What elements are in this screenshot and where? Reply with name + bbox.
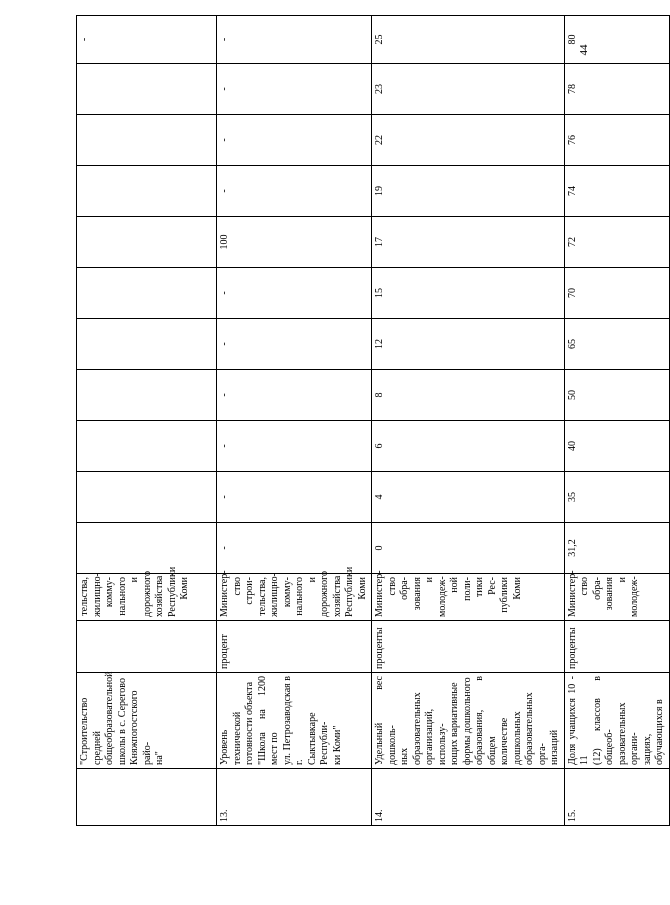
responsible-cell-text: тельства, жилищно- комму- нального и дорожного хозяйства Республики Коми [79,566,190,617]
value-cell [217,16,372,64]
value-cell-text: - [219,495,230,499]
value-cell-text: 8 [374,392,385,398]
value-cell-text: 23 [374,84,385,94]
value-cell [77,472,217,523]
value-cell-text: 76 [566,135,578,145]
value-cell [372,64,565,115]
indicator-name-cell-text: Уровень технической готовности объекта "Школа на 1200 мест по ул. Петрозаводская в г. Сыктывкаре Республи- ки Коми" [219,676,343,765]
unit-cell [564,621,669,673]
indicator-name-cell [217,673,372,769]
row-number-cell-text: 14. [374,809,385,822]
value-cell [77,268,217,319]
value-cell [217,115,372,166]
unit-cell-text: процент [219,634,230,669]
value-cell [564,319,669,370]
value-cell-text: - [219,291,230,295]
unit-cell [217,621,372,673]
value-cell-text: 74 [566,186,578,196]
value-cell [372,115,565,166]
value-cell [564,472,669,523]
value-cell-text: 15 [374,288,385,298]
value-cell [217,268,372,319]
value-cell [564,16,669,64]
value-cell-text: 72 [566,237,578,247]
unit-cell [372,621,565,673]
value-cell-text: - [219,546,230,550]
value-cell [217,421,372,472]
indicator-table [76,15,670,826]
value-cell-text: 35 [566,492,578,502]
value-cell [77,115,217,166]
unit-cell-text: проценты [566,627,578,669]
value-cell-text: 25 [374,34,385,45]
value-cell [77,523,217,574]
value-cell-text: 40 [566,441,578,451]
value-cell [372,421,565,472]
value-cell [77,217,217,268]
value-cell [77,166,217,217]
value-cell-text: - [219,87,230,91]
value-cell [372,523,565,574]
value-cell [217,370,372,421]
value-cell [77,370,217,421]
responsible-cell [564,570,669,621]
table-row [564,16,669,826]
value-cell-text: 6 [374,443,385,449]
value-cell [77,319,217,370]
value-cell [372,16,565,64]
indicator-name-cell-text: Удельный вес дошколь- ных образовательных организаций, использу- ющих вариативные формы дошкольного образования, в общем количестве дошкольных образовательных орга- низаций [374,676,560,765]
value-cell [372,370,565,421]
value-cell-text: 65 [566,339,578,349]
responsible-cell [217,566,372,621]
page-number: 44 [578,44,590,56]
value-cell [564,166,669,217]
value-cell [564,523,669,574]
value-cell [372,268,565,319]
value-cell [372,472,565,523]
value-cell-text: - [219,342,230,346]
value-cell-text: 0 [374,545,385,551]
table-row [372,16,565,826]
indicator-name-cell [372,673,565,769]
value-cell [564,268,669,319]
unit-cell [77,621,217,673]
value-cell-text: - [219,189,230,193]
indicator-name-cell [564,673,669,769]
indicator-name-cell-text: Доля учащихся 10 - 11 (12) классов в общеоб- разовательных органи- зациях, обучающихся в [566,676,665,765]
responsible-cell [77,566,217,621]
row-number-cell-text: 13. [219,809,230,822]
value-cell [564,370,669,421]
value-cell-text: 100 [219,234,230,250]
value-cell-text: 78 [566,84,578,94]
responsible-cell-text: Министер- ство обра- зования и молодеж- [566,570,640,617]
value-cell-text: 80 [566,34,578,45]
row-number-cell [77,769,217,826]
value-cell [372,319,565,370]
responsible-cell [372,570,565,621]
value-cell [217,523,372,574]
value-cell-text: - [219,444,230,448]
value-cell-text: 12 [374,339,385,349]
value-cell [77,16,217,64]
value-cell-text: 22 [374,135,385,145]
value-cell [217,166,372,217]
value-cell [217,64,372,115]
row-number-cell [217,769,372,826]
value-cell [564,115,669,166]
value-cell [217,472,372,523]
value-cell-text: 50 [566,390,578,400]
value-cell-text: - [219,138,230,142]
indicator-name-cell [77,673,217,769]
value-cell [77,64,217,115]
value-cell [217,217,372,268]
value-cell-text: 17 [374,237,385,247]
value-cell [372,166,565,217]
value-cell-text: - [219,393,230,397]
value-cell-text: 31,2 [566,539,578,557]
value-cell-text: - [79,37,90,42]
value-cell-text: 19 [374,186,385,196]
value-cell [564,421,669,472]
value-cell [564,64,669,115]
unit-cell-text: проценты [374,627,385,669]
value-cell [217,319,372,370]
row-number-cell [564,769,669,826]
table-row [217,16,372,826]
responsible-cell-text: Министер- ство обра- зования и молодеж- ной поли- тики Рес- публики Коми [374,570,523,617]
row-number-cell [372,769,565,826]
value-cell-text: - [219,37,230,42]
responsible-cell-text: Министер- ство строи- тельства, жилищно- комму- нального и дорожного хозяйства Республики Коми [219,566,368,617]
value-cell-text: 4 [374,494,385,500]
row-number-cell-text: 15. [566,809,578,822]
indicator-name-cell-text: "Строительство средней общеобразовательной школы в с. Серегово Княжпогостского райо- на" [79,671,165,765]
value-cell [77,421,217,472]
value-cell [372,217,565,268]
value-cell [564,217,669,268]
value-cell-text: 70 [566,288,578,298]
table-row [77,16,217,826]
